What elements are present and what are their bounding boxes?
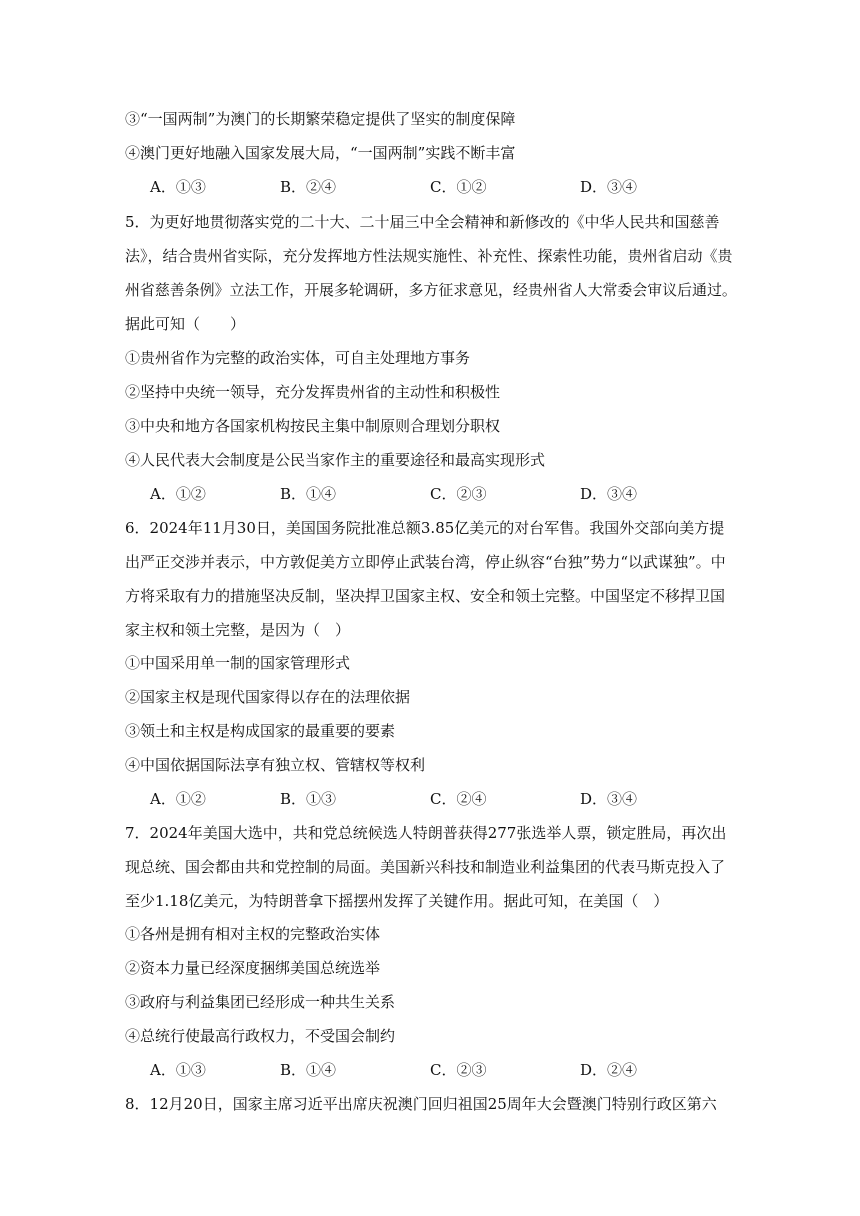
q5-statement-3: ③中央和地方各国家机构按民主集中制原则合理划分职权 bbox=[125, 417, 501, 435]
q6-stem-line-2: 出严正交涉并表示，中方敦促美方立即停止武装台湾，停止纵容“台独”势力“以武谋独”。中 bbox=[125, 553, 726, 571]
q6-stem-line-1: 6．2024年11月30日，美国国务院批准总额3.85亿美元的对台军售。我国外交部向美方提 bbox=[125, 519, 725, 537]
q6-statement-3: ③领土和主权是构成国家的最重要的要素 bbox=[125, 722, 396, 740]
q6-statement-2: ②国家主权是现代国家得以存在的法理依据 bbox=[125, 688, 411, 706]
q5-option-d: D．③④ bbox=[580, 485, 638, 503]
q4-option-a: A．①③ bbox=[150, 178, 206, 196]
q4-statement-4: ④澳门更好地融入国家发展大局，“一国两制”实践不断丰富 bbox=[125, 144, 516, 162]
q6-option-d: D．③④ bbox=[580, 790, 638, 808]
q8-stem-line-1: 8．12月20日，国家主席习近平出席庆祝澳门回归祖国25周年大会暨澳门特别行政区第六 bbox=[125, 1095, 717, 1113]
q5-statement-2: ②坚持中央统一领导，充分发挥贵州省的主动性和积极性 bbox=[125, 383, 501, 401]
q4-statement-3: ③“一国两制”为澳门的长期繁荣稳定提供了坚实的制度保障 bbox=[125, 110, 516, 128]
q5-stem-line-3: 州省慈善条例》立法工作，开展多轮调研，多方征求意见，经贵州省人大常委会审议后通过。 bbox=[125, 281, 737, 299]
q6-statement-1: ①中国采用单一制的国家管理形式 bbox=[125, 654, 351, 672]
q6-stem-line-4: 家主权和领土完整，是因为（ ） bbox=[125, 621, 351, 639]
q6-option-b: B．①③ bbox=[280, 790, 337, 808]
q5-stem-line-1: 5．为更好地贯彻落实党的二十大、二十届三中全会精神和新修改的《中华人民共和国慈善 bbox=[125, 213, 720, 231]
q7-option-b: B．①④ bbox=[280, 1061, 337, 1079]
q5-option-a: A．①② bbox=[150, 485, 206, 503]
q7-statement-4: ④总统行使最高行政权力，不受国会制约 bbox=[125, 1027, 396, 1045]
q7-statement-2: ②资本力量已经深度捆绑美国总统选举 bbox=[125, 959, 381, 977]
q7-stem-line-1: 7．2024年美国大选中，共和党总统候选人特朗普获得277张选举人票，锁定胜局，再次出 bbox=[125, 824, 727, 842]
q7-statement-3: ③政府与利益集团已经形成一种共生关系 bbox=[125, 993, 396, 1011]
q7-option-a: A．①③ bbox=[150, 1061, 206, 1079]
q5-option-b: B．①④ bbox=[280, 485, 337, 503]
q5-statement-1: ①贵州省作为完整的政治实体，可自主处理地方事务 bbox=[125, 349, 471, 367]
q6-stem-line-3: 方将采取有力的措施坚决反制，坚决捍卫国家主权、安全和领土完整。中国坚定不移捍卫国 bbox=[125, 587, 726, 605]
q5-stem-line-4: 据此可知（ ） bbox=[125, 315, 246, 333]
q4-option-b: B．②④ bbox=[280, 178, 337, 196]
q7-option-c: C．②③ bbox=[430, 1061, 487, 1079]
q6-option-c: C．②④ bbox=[430, 790, 487, 808]
q6-option-a: A．①② bbox=[150, 790, 206, 808]
q5-option-c: C．②③ bbox=[430, 485, 487, 503]
q7-stem-line-2: 现总统、国会都由共和党控制的局面。美国新兴科技和制造业利益集团的代表马斯克投入了 bbox=[125, 858, 726, 876]
q4-option-d: D．③④ bbox=[580, 178, 638, 196]
q6-statement-4: ④中国依据国际法享有独立权、管辖权等权利 bbox=[125, 756, 426, 774]
q7-statement-1: ①各州是拥有相对主权的完整政治实体 bbox=[125, 925, 381, 943]
q5-stem-line-2: 法》，结合贵州省实际，充分发挥地方性法规实施性、补充性、探索性功能，贵州省启动《贵 bbox=[125, 247, 733, 265]
q5-statement-4: ④人民代表大会制度是公民当家作主的重要途径和最高实现形式 bbox=[125, 451, 546, 469]
q4-option-c: C．①② bbox=[430, 178, 487, 196]
q7-option-d: D．②④ bbox=[580, 1061, 638, 1079]
q7-stem-line-3: 至少1.18亿美元，为特朗普拿下摇摆州发挥了关键作用。据此可知，在美国（ ） bbox=[125, 892, 669, 910]
